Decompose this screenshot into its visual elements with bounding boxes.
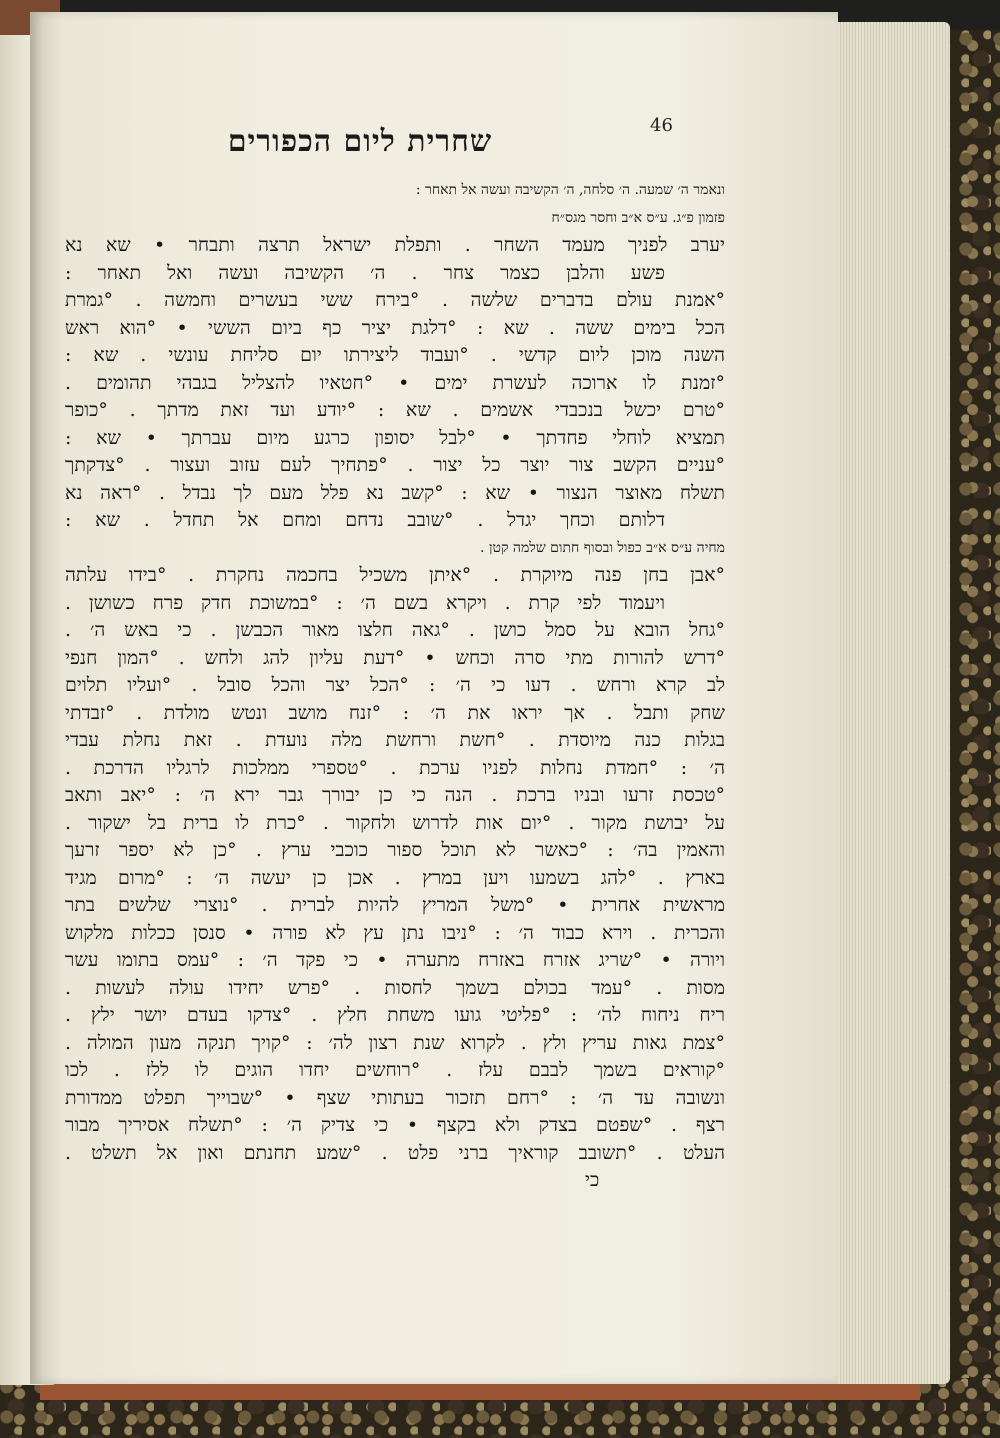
text-line: יערב לפניך מעמד השחר . ותפלת ישראל תרצה ותבחר • שא נא [65, 234, 725, 256]
text-line: פשע והלבן כצמר צחר . ה׳ הקשיבה ועשה ואל תאחר : [65, 261, 665, 284]
text-line: השנה מוכן ליום קדשי . °ועבוד ליצירתו יום סליחת עונשי . שא : [65, 344, 725, 366]
text-line: °גחל הובא על סמל כושן . °גאה חלצו מאור הכבשן . כי באש ה׳ . [65, 619, 725, 641]
text-line: ויורה • °שריג אזרח באזרח מתערה • כי פקד ה׳ : °עמס בתומו עשר [65, 949, 725, 971]
text-line: °עניים הקשב צור יוצר כל יצור . °פתחיך לעם עזוב ועצור . °צדקתך [65, 454, 725, 476]
text-line: תשלח מאוצר הנצור • שא : °קשב נא פלל מעם לך נבדל . °ראה נא [65, 481, 725, 504]
text-line: שחק ותבל . אך יראו את ה׳ : °זנח מושב ונטש מולדת . °זבדתי [65, 701, 725, 724]
text-line: על יבושת מקור . °יום אות לדרוש ולחקור . °כרת לו ברית בל ישקור . [65, 811, 725, 834]
text-line: מחיה ע״ס א״ב כפול ובסוף חתום שלמה קטן . [480, 539, 725, 556]
text-line: °אבן בחן פנה מיוקרת . °איתן משכיל בחכמה נחקרת . °בידו עלתה [65, 564, 725, 586]
text-line: ה׳ : °חמדת נחלות לפניו ערכת . °טספרי ממלכות לרגליו הדרכת . [65, 756, 725, 779]
text-line: לב קרא ורחש . דעו כי ה׳ : °הכל יצר והכל סובל . °ועליו תלוים [65, 674, 725, 696]
text-line: העלט . °תשובב קוראיך ברני פלט . °שמע תחנתם ואון אל תשלט . [65, 1141, 725, 1164]
text-line: בגלות כנה מיוסדת . °חשת ורחשת מלה נועדת . זאת נחלת עבדי [65, 729, 725, 751]
body-text [65, 177, 725, 1195]
text-line: °דרש להורות מתי סרה וכחש • °דעת עליון להג ולחש . °המון חנפי [65, 646, 725, 669]
text-line: מראשית אחרית • °משל המריץ להיות לברית . °נוצרי שלשים בתר [65, 894, 725, 916]
text-line: °זמנת לו ארוכה לעשרת ימים • °חטאיו להצליל בגבהי תהומים . [65, 371, 725, 394]
text-line: °טרם יכשל בנכבדי אשמים . שא : °יודע ועד זאת מדתך . °כופר [65, 399, 725, 421]
running-title: שחרית ליום הכפורים [227, 124, 493, 159]
text-line: תמציא לוחלי פחדתך • °לבל יסופון כרגע מיום עברתך • שא : [65, 426, 725, 449]
text-line: °קוראים בשמך לבבם עלז . °רוחשים יחדו הוגים לו ללז . לכו [65, 1059, 725, 1081]
book-page [30, 12, 838, 1384]
page-edges [820, 22, 950, 1384]
text-line: ונשובה עד ה׳ : °רחם תזכור בעתותי שצף • °שבוייך תפלט ממדורת [65, 1086, 725, 1109]
text-line: ויעמוד לפי קרת . ויקרא בשם ה׳ : °במשוכת חדק פרח כשושן . [65, 591, 665, 614]
text-line: כי [585, 1169, 600, 1191]
text-line: בארץ . °להג בשמעו ויען במרץ . אכן כן יעשה ה׳ : °מרום מגיד [65, 866, 725, 889]
text-line: °אמנת עולם בדברים שלשה . °בירח ששי בעשרים וחמשה . °גמרת [65, 289, 725, 311]
text-line: ריח ניחוח לה׳ : °פליטי גועו משחת חלץ . °צדקו בעדם יושר ילץ . [65, 1004, 725, 1026]
text-line: °טכסת זרעו ובניו ברכת . הנה כי כן יבורך גבר ירא ה׳ : °יאב ותאב [65, 784, 725, 806]
text-line: דלותם וכחך יגדל . °שובב נדחם ומחם אל תחדל . שא : [65, 509, 665, 531]
text-line: והכרית . וירא כבוד ה׳ : °ניבו נתן עץ לא פורה • סנסן ככלות מלקוש [65, 921, 725, 944]
text-line: מסות . °עמד בכולם בשמך לחסות . °פרש יחידו עולה לעשות . [65, 976, 725, 999]
text-line: רצף . °שפטם בצדק ולא בקצף • כי צדיק ה׳ : °תשלח אסיריך מבור [65, 1114, 725, 1136]
text-line: °צמת גאות עריץ ולץ . לקרוא שנת רצון לה׳ : °קויך תנקה מעון המולה . [65, 1031, 725, 1054]
text-line: הכל בימים ששה . שא : °דלגת יציר כף ביום הששי • °הוא ראש [65, 316, 725, 339]
text-line: ונאמר ה׳ שמעה. ה׳ סלחה, ה׳ הקשיבה ועשה אל תאחר : [415, 182, 725, 198]
page-number: 46 [650, 115, 673, 136]
text-line: והאמין בה׳ : °כאשר לא תוכל ספור כוכבי ערץ . °כן לא יספר זרעך [65, 839, 725, 861]
text-line: פזמון פ״ג. ע״ס א״ב וחסר מגס״ח [551, 209, 725, 226]
binding-cloth [40, 1382, 920, 1400]
